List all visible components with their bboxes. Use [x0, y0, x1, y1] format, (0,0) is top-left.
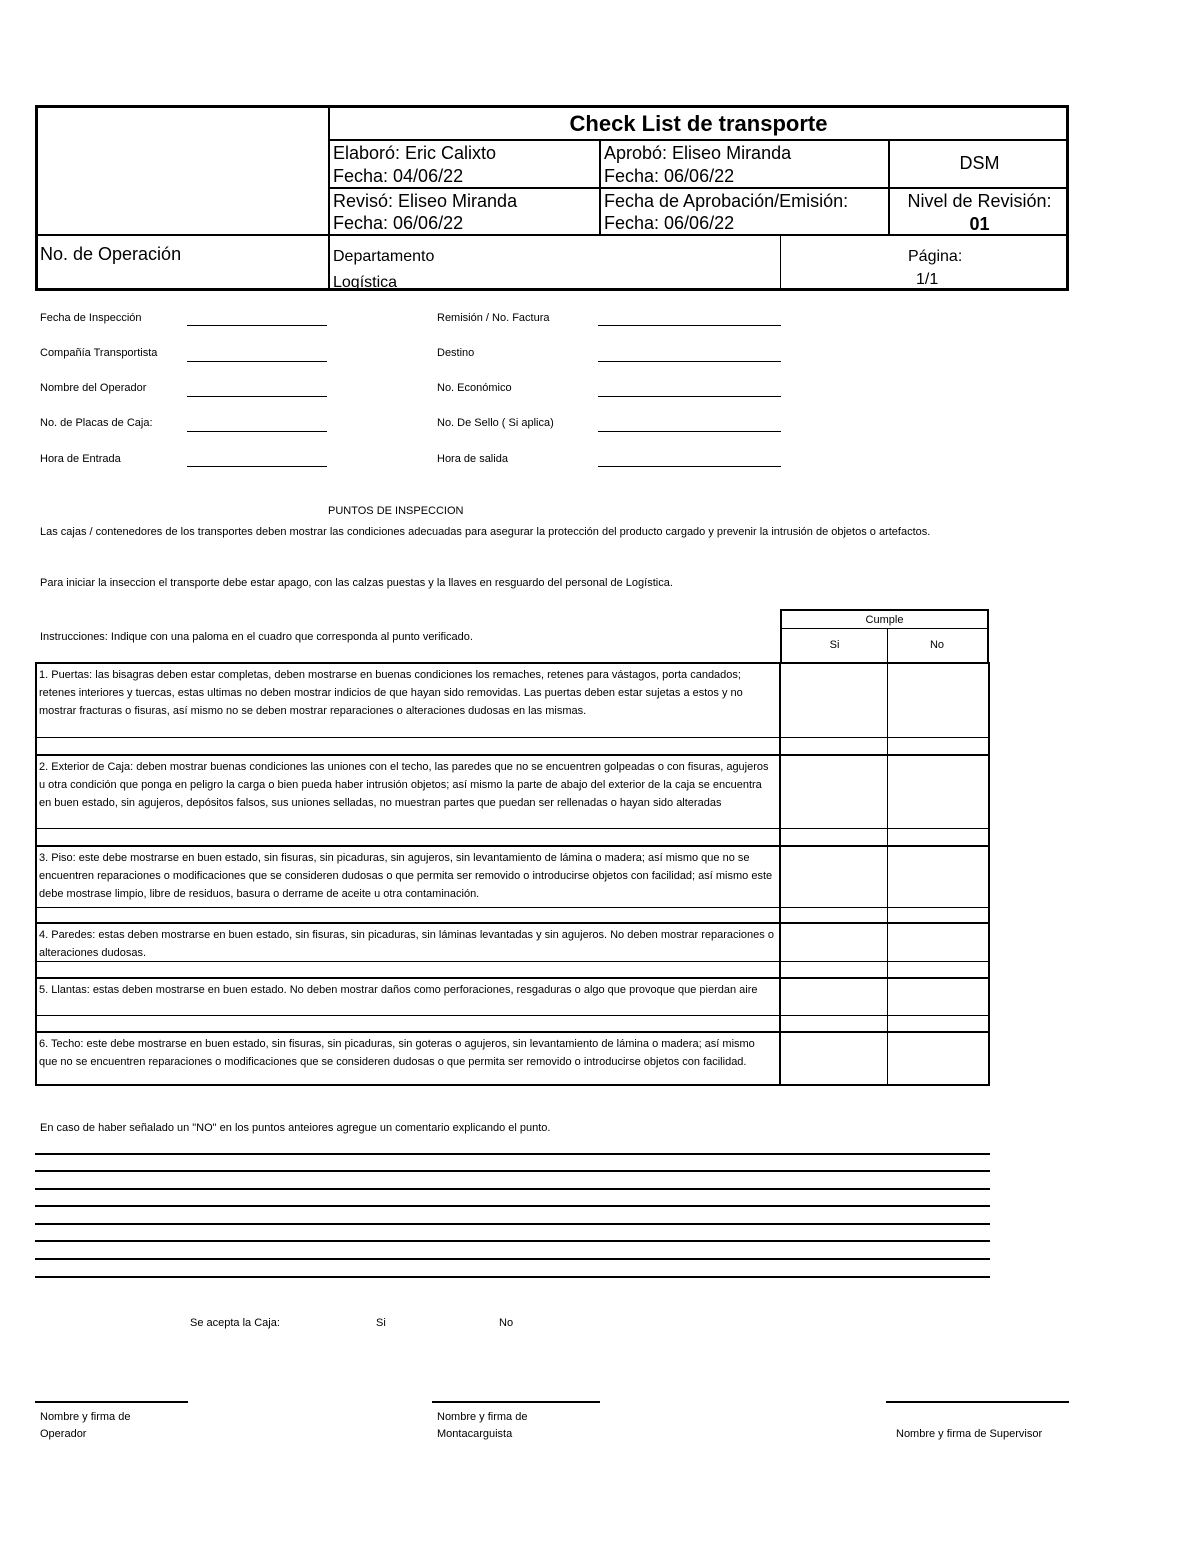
- checklist-item-techo: 6. Techo: este debe mostrarse en buen estado, sin fisuras, sin picaduras, sin goteras o agujeros, sin levantamiento de lámina o madera; así mismo que no se encuentren reparaciones o modificaciones que se consideren dudosas o que permita ser removido o introducirse objetos con facilidad.: [39, 1038, 755, 1068]
- row-line: [35, 828, 990, 829]
- field-label: Remisión / No. Factura: [437, 312, 550, 324]
- check-si-6[interactable]: [781, 1033, 887, 1084]
- page-value: 1/1: [916, 271, 939, 288]
- field-line[interactable]: [598, 361, 781, 362]
- elaboro-date: Fecha: 04/06/22: [333, 166, 464, 186]
- department-value: Logística: [333, 274, 398, 291]
- check-no-4[interactable]: [888, 924, 988, 961]
- comment-prompt: En caso de haber señalado un "NO" en los puntos anteiores agregue un comentario explicando el punto.: [40, 1122, 551, 1134]
- checklist-item-paredes: 4. Paredes: estas deben mostrarse en buen estado, sin fisuras, sin picaduras, sin láminas levantadas y sin agujeros. No deben mostrar reparaciones o alteraciones dudosas.: [39, 929, 774, 959]
- field-line[interactable]: [187, 325, 327, 326]
- field-label: No. De Sello ( Si aplica): [437, 417, 554, 429]
- field-line[interactable]: [598, 466, 781, 467]
- page-label: Página:: [908, 248, 963, 265]
- intro-note: Para iniciar la inseccion el transporte debe estar apago, con las calzas puestas y la llaves en resguardo del personal de Logística.: [40, 577, 673, 589]
- document-code: DSM: [959, 153, 1000, 173]
- forklift-signature-role: Montacarguista: [437, 1428, 513, 1440]
- document-title: Check List de transporte: [569, 111, 828, 136]
- department-label: Departamento: [333, 248, 435, 265]
- row-line: [35, 907, 990, 908]
- aprobacion-date: Fecha: 06/06/22: [604, 213, 735, 233]
- checklist-item-llantas: 5. Llantas: estas deben mostrarse en buen estado. No deben mostrar daños como perforaciones, resgaduras o algo que provoque que pierdan aire: [39, 984, 758, 996]
- comment-line[interactable]: [35, 1170, 990, 1172]
- checklist-item-exterior: 2. Exterior de Caja: deben mostrar buenas condiciones las uniones con el techo, las paredes que no se encuentren golpeadas o con fisuras, agujeros u otra condición que ponga en peligro la carga o bien pueda haber intrusión objetos; así mismo la parte de abajo del exterior de la caja se encuentra en buen estado, sin agujeros, depósitos falsos, sus uniones selladas, no muestran partes que puedan ser rellenadas o hayan sido alteradas: [39, 761, 769, 809]
- comment-line[interactable]: [35, 1258, 990, 1260]
- field-label: Hora de Entrada: [40, 453, 121, 465]
- field-line[interactable]: [598, 431, 781, 432]
- checklist-item-puertas: 1. Puertas: las bisagras deben estar completas, deben mostrarse en buenas condiciones los remaches, retenes para vástagos, porta candados; retenes interiores y tuercas, estas ultimas no deben mostrar indicios de que hayan sido removidas. Las puertas deben estar sujetas a estos y no mostrar fracturas o fisuras, así mismo no se deben mostrar reparaciones o alteraciones dudosas en las mismas.: [39, 669, 743, 717]
- cumple-header: Cumple: [780, 609, 989, 629]
- row-line: [35, 1015, 990, 1016]
- comment-line[interactable]: [35, 1223, 990, 1225]
- accept-si-option[interactable]: Si: [376, 1317, 386, 1329]
- field-label: Compañía Transportista: [40, 347, 158, 359]
- field-line[interactable]: [598, 396, 781, 397]
- check-si-1[interactable]: [781, 664, 887, 737]
- field-line[interactable]: [187, 466, 327, 467]
- comment-line[interactable]: [35, 1153, 990, 1155]
- comment-line[interactable]: [35, 1240, 990, 1242]
- supervisor-signature-label: Nombre y firma de Supervisor: [896, 1428, 1043, 1440]
- check-no-1[interactable]: [888, 664, 988, 737]
- field-label: Fecha de Inspección: [40, 312, 142, 324]
- accept-label: Se acepta la Caja:: [190, 1317, 280, 1329]
- operator-signature-label: Nombre y firma de: [40, 1411, 131, 1423]
- revision-label: Nivel de Revisión:: [907, 191, 1052, 211]
- forklift-signature-line[interactable]: [432, 1401, 600, 1403]
- check-si-2[interactable]: [781, 756, 887, 828]
- forklift-signature-label: Nombre y firma de: [437, 1411, 528, 1423]
- field-line[interactable]: [187, 431, 327, 432]
- reviso-text: Revisó: Eliseo Miranda: [333, 191, 518, 211]
- check-si-4[interactable]: [781, 924, 887, 961]
- row-line: [35, 737, 990, 738]
- check-no-3[interactable]: [888, 847, 988, 907]
- check-no-5[interactable]: [888, 979, 988, 1015]
- field-label: Destino: [437, 347, 475, 359]
- aprobacion-text: Fecha de Aprobación/Emisión:: [604, 191, 849, 211]
- comment-line[interactable]: [35, 1188, 990, 1190]
- check-no-2[interactable]: [888, 756, 988, 828]
- field-label: No. Económico: [437, 382, 512, 394]
- comment-line[interactable]: [35, 1205, 990, 1207]
- document-header: [35, 105, 1069, 291]
- comment-line[interactable]: [35, 1276, 990, 1278]
- aprobo-text: Aprobó: Eliseo Miranda: [604, 143, 792, 163]
- field-line[interactable]: [598, 325, 781, 326]
- operator-signature-role: Operador: [40, 1428, 87, 1440]
- field-label: Nombre del Operador: [40, 382, 147, 394]
- elaboro-text: Elaboró: Eric Calixto: [333, 143, 497, 163]
- no-column-header: No: [887, 628, 989, 664]
- field-line[interactable]: [187, 396, 327, 397]
- intro-paragraph: Las cajas / contenedores de los transportes deben mostrar las condiciones adecuadas para asegurar la protección del producto cargado y prevenir la intrusión de objetos o artefactos.: [40, 526, 931, 538]
- check-si-5[interactable]: [781, 979, 887, 1015]
- instructions-text: Instrucciones: Indique con una paloma en el cuadro que corresponda al punto verificado.: [40, 631, 473, 643]
- reviso-date: Fecha: 06/06/22: [333, 213, 464, 233]
- inspection-points-heading: PUNTOS DE INSPECCION: [328, 505, 464, 517]
- check-no-6[interactable]: [888, 1033, 988, 1084]
- aprobo-date: Fecha: 06/06/22: [604, 166, 735, 186]
- operator-signature-line[interactable]: [35, 1401, 188, 1403]
- checklist-item-piso: 3. Piso: este debe mostrarse en buen estado, sin fisuras, sin picaduras, sin agujeros, sin levantamiento de lámina o madera; así mismo que no se encuentren reparaciones o modificaciones que se consideren dudosas o que permita ser removido o introducirse objetos con facilidad; así mismo este debe mostrase limpio, libre de residuos, basura o derrame de aceite u otra contaminación.: [39, 852, 773, 900]
- supervisor-signature-line[interactable]: [886, 1401, 1069, 1403]
- check-si-3[interactable]: [781, 847, 887, 907]
- field-label: No. de Placas de Caja:: [40, 417, 153, 429]
- accept-no-option[interactable]: No: [499, 1317, 514, 1329]
- field-line[interactable]: [187, 361, 327, 362]
- revision-number: 01: [969, 214, 990, 234]
- si-column-header: Si: [780, 628, 888, 664]
- operation-number-label: No. de Operación: [40, 244, 182, 264]
- field-label: Hora de salida: [437, 453, 508, 465]
